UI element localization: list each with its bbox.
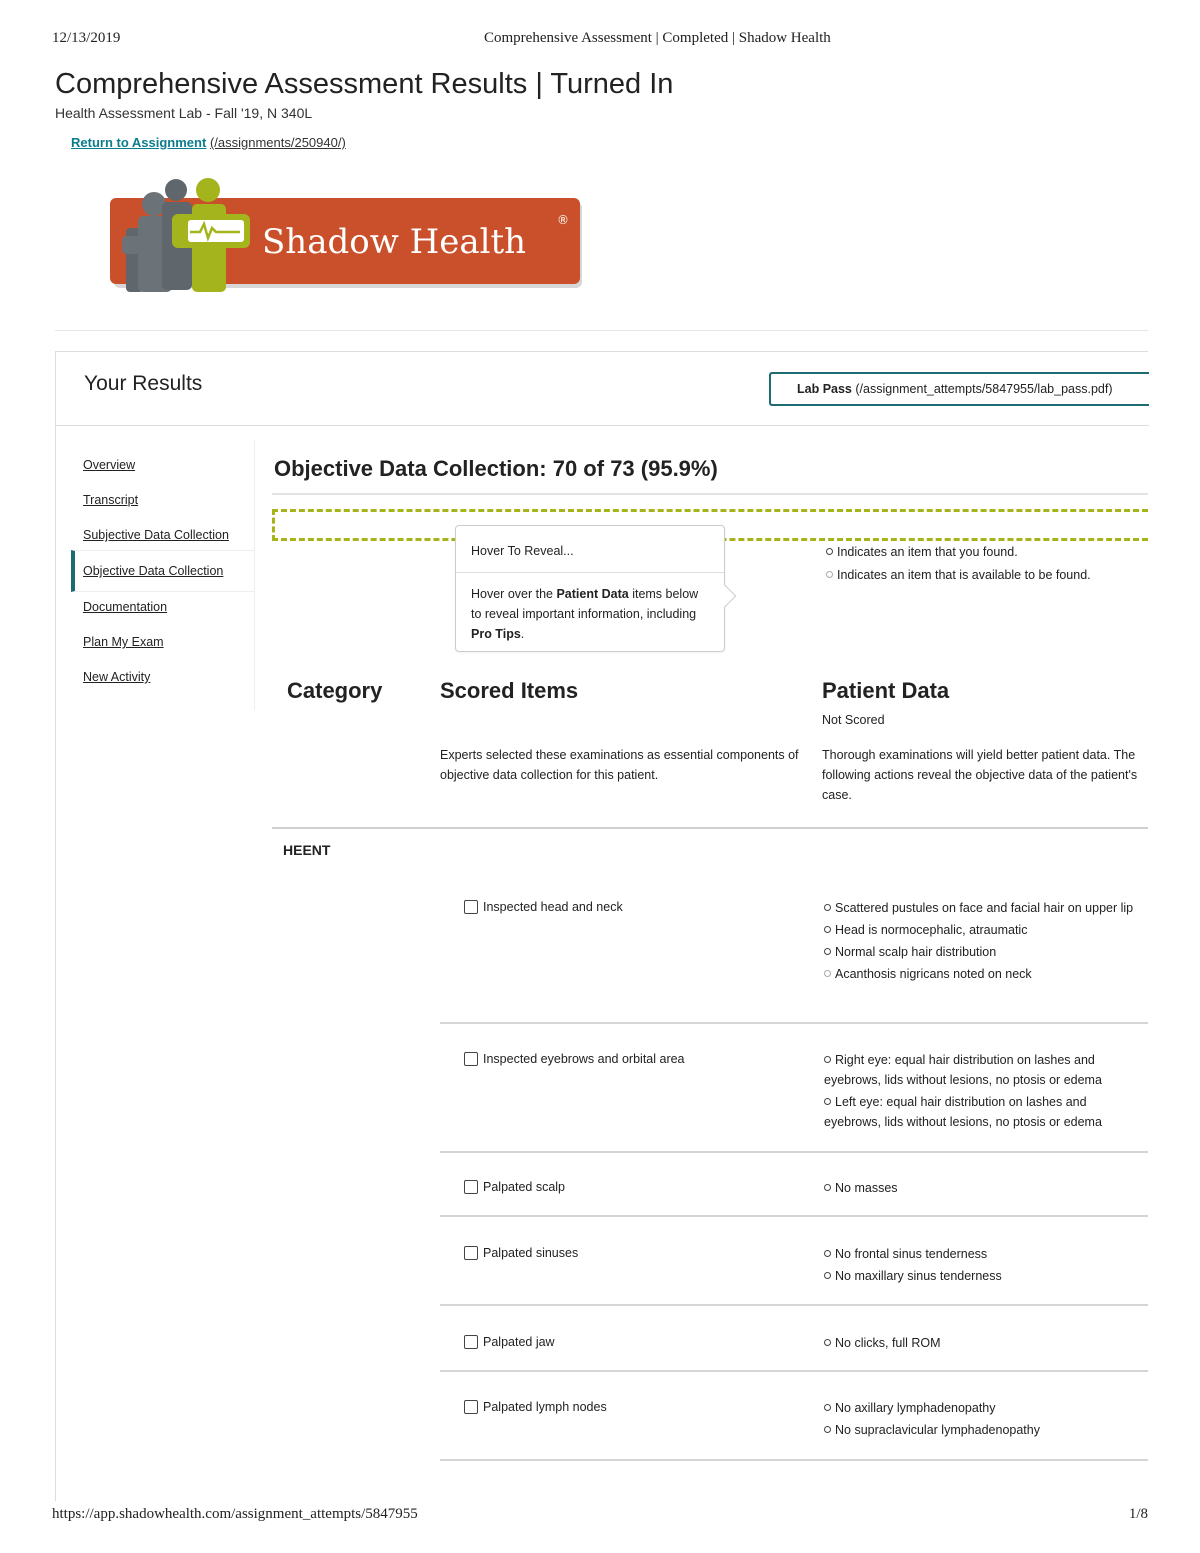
column-scored-items: Scored Items bbox=[440, 678, 579, 703]
patient-data-item[interactable]: Right eye: equal hair distribution on lashes and eyebrows, lids without lesions, no ptosis or edema bbox=[824, 1053, 1102, 1087]
found-dot-icon bbox=[824, 1272, 831, 1279]
patient-data-list bbox=[824, 1178, 1144, 1200]
return-link-path: (/assignments/250940/) bbox=[209, 135, 346, 150]
lab-pass-label: Lab Pass bbox=[797, 382, 852, 396]
lab-pass-path: (/assignment_attempts/5847955/lab_pass.pdf) bbox=[855, 382, 1113, 396]
column-category: Category bbox=[287, 678, 383, 703]
print-url: https://app.shadowhealth.com/assignment_attempts/5847955 bbox=[52, 1506, 418, 1522]
nav-documentation[interactable]: Documentation bbox=[83, 600, 168, 614]
not-scored-label: Not Scored bbox=[822, 713, 885, 727]
row-divider bbox=[440, 1151, 1148, 1153]
category-divider bbox=[272, 827, 1148, 829]
patient-data-item[interactable]: No clicks, full ROM bbox=[824, 1333, 1144, 1353]
nav-overview[interactable]: Overview bbox=[83, 458, 136, 472]
section-divider bbox=[272, 493, 1148, 495]
found-dot-icon bbox=[824, 1184, 831, 1191]
patient-data-list bbox=[824, 1244, 1144, 1288]
found-dot-icon bbox=[824, 948, 831, 955]
category-heent: HEENT bbox=[283, 842, 331, 858]
tooltip-body: Hover over the Patient Data items below to reveal important information, including Pro Tips. bbox=[471, 587, 699, 641]
patient-data-item[interactable]: No masses bbox=[824, 1178, 1144, 1198]
patient-data-list bbox=[824, 1050, 1144, 1134]
row-divider bbox=[440, 1022, 1148, 1024]
hover-tooltip bbox=[455, 525, 725, 652]
found-dot-icon bbox=[824, 1404, 831, 1411]
patient-data-item[interactable]: No axillary lymphadenopathy bbox=[824, 1398, 1144, 1418]
found-dot-icon bbox=[824, 1339, 831, 1346]
return-to-assignment bbox=[71, 135, 346, 150]
shadow-health-logo bbox=[108, 176, 586, 300]
available-dot-icon bbox=[824, 970, 831, 977]
checkbox-icon[interactable] bbox=[464, 900, 478, 914]
tooltip-heading: Hover To Reveal... bbox=[471, 544, 574, 558]
patient-data-description: Thorough examinations will yield better patient data. The following actions reveal the objective data of the patient's case. bbox=[822, 748, 1138, 802]
found-dot-icon bbox=[824, 1250, 831, 1257]
course-subtitle: Health Assessment Lab - Fall '19, N 340L bbox=[55, 105, 313, 121]
results-sidenav bbox=[71, 440, 255, 710]
scored-item[interactable]: Inspected eyebrows and orbital area bbox=[464, 1052, 685, 1066]
nav-objective-data-collection[interactable]: Objective Data Collection bbox=[83, 564, 224, 578]
scored-item[interactable]: Palpated scalp bbox=[464, 1180, 565, 1194]
checkbox-icon[interactable] bbox=[464, 1180, 478, 1194]
print-title: Comprehensive Assessment | Completed | Shadow Health bbox=[484, 30, 831, 46]
checkbox-icon[interactable] bbox=[464, 1400, 478, 1414]
legend bbox=[826, 541, 1091, 587]
patient-data-item[interactable]: Scattered pustules on face and facial hair on upper lip bbox=[824, 898, 1144, 918]
found-dot-icon bbox=[824, 1426, 831, 1433]
nav-new-activity[interactable]: New Activity bbox=[83, 670, 151, 684]
patient-data-item[interactable]: No supraclavicular lymphadenopathy bbox=[824, 1420, 1144, 1440]
results-title: Your Results bbox=[84, 372, 203, 395]
found-dot-icon bbox=[824, 1056, 831, 1063]
scored-item[interactable]: Palpated sinuses bbox=[464, 1246, 578, 1260]
scored-item[interactable]: Palpated lymph nodes bbox=[464, 1400, 607, 1414]
patient-data-item[interactable]: No maxillary sinus tenderness bbox=[824, 1266, 1144, 1286]
logo-registered-mark: ® bbox=[557, 213, 569, 227]
print-date: 12/13/2019 bbox=[52, 30, 121, 46]
patient-data-list bbox=[824, 1333, 1144, 1355]
patient-data-item[interactable]: Acanthosis nigricans noted on neck bbox=[824, 964, 1144, 984]
row-divider bbox=[440, 1370, 1148, 1372]
patient-data-item[interactable]: Left eye: equal hair distribution on lashes and eyebrows, lids without lesions, no ptosis or edema bbox=[824, 1095, 1102, 1129]
checkbox-icon[interactable] bbox=[464, 1246, 478, 1260]
checkbox-icon[interactable] bbox=[464, 1335, 478, 1349]
patient-data-item[interactable]: Normal scalp hair distribution bbox=[824, 942, 1144, 962]
checkbox-icon[interactable] bbox=[464, 1052, 478, 1066]
tooltip-divider bbox=[456, 572, 724, 573]
found-dot-icon bbox=[824, 1098, 831, 1105]
legend-available: Indicates an item that is available to be found. bbox=[826, 564, 1091, 587]
print-page-number: 1/8 bbox=[1128, 1506, 1148, 1522]
found-dot-icon bbox=[824, 926, 831, 933]
nav-transcript[interactable]: Transcript bbox=[83, 493, 139, 507]
patient-data-item[interactable]: Head is normocephalic, atraumatic bbox=[824, 920, 1144, 940]
section-title: Objective Data Collection: 70 of 73 (95.9%) bbox=[274, 456, 718, 481]
available-dot-icon bbox=[826, 571, 833, 578]
nav-subjective-data-collection[interactable]: Subjective Data Collection bbox=[83, 528, 229, 542]
logo-wordmark: Shadow Health bbox=[262, 222, 527, 262]
found-dot-icon bbox=[824, 904, 831, 911]
scored-item[interactable]: Palpated jaw bbox=[464, 1335, 555, 1349]
scored-items-description: Experts selected these examinations as essential components of objective data collection for this patient. bbox=[440, 748, 799, 782]
divider bbox=[55, 330, 1148, 331]
row-divider bbox=[440, 1459, 1148, 1461]
results-header bbox=[56, 352, 1149, 426]
column-patient-data: Patient Data bbox=[822, 678, 950, 703]
nav-plan-my-exam[interactable]: Plan My Exam bbox=[83, 635, 164, 649]
patient-data-list bbox=[824, 898, 1144, 986]
row-divider bbox=[440, 1215, 1148, 1217]
return-to-assignment-link[interactable]: Return to Assignment bbox=[71, 135, 207, 150]
lab-pass-button[interactable] bbox=[769, 372, 1149, 406]
patient-data-list bbox=[824, 1398, 1144, 1442]
legend-found: Indicates an item that you found. bbox=[826, 541, 1091, 564]
page-title: Comprehensive Assessment Results | Turned In bbox=[55, 68, 674, 100]
scored-item[interactable]: Inspected head and neck bbox=[464, 900, 623, 914]
patient-data-item[interactable]: No frontal sinus tenderness bbox=[824, 1244, 1144, 1264]
found-dot-icon bbox=[826, 548, 833, 555]
row-divider bbox=[440, 1304, 1148, 1306]
